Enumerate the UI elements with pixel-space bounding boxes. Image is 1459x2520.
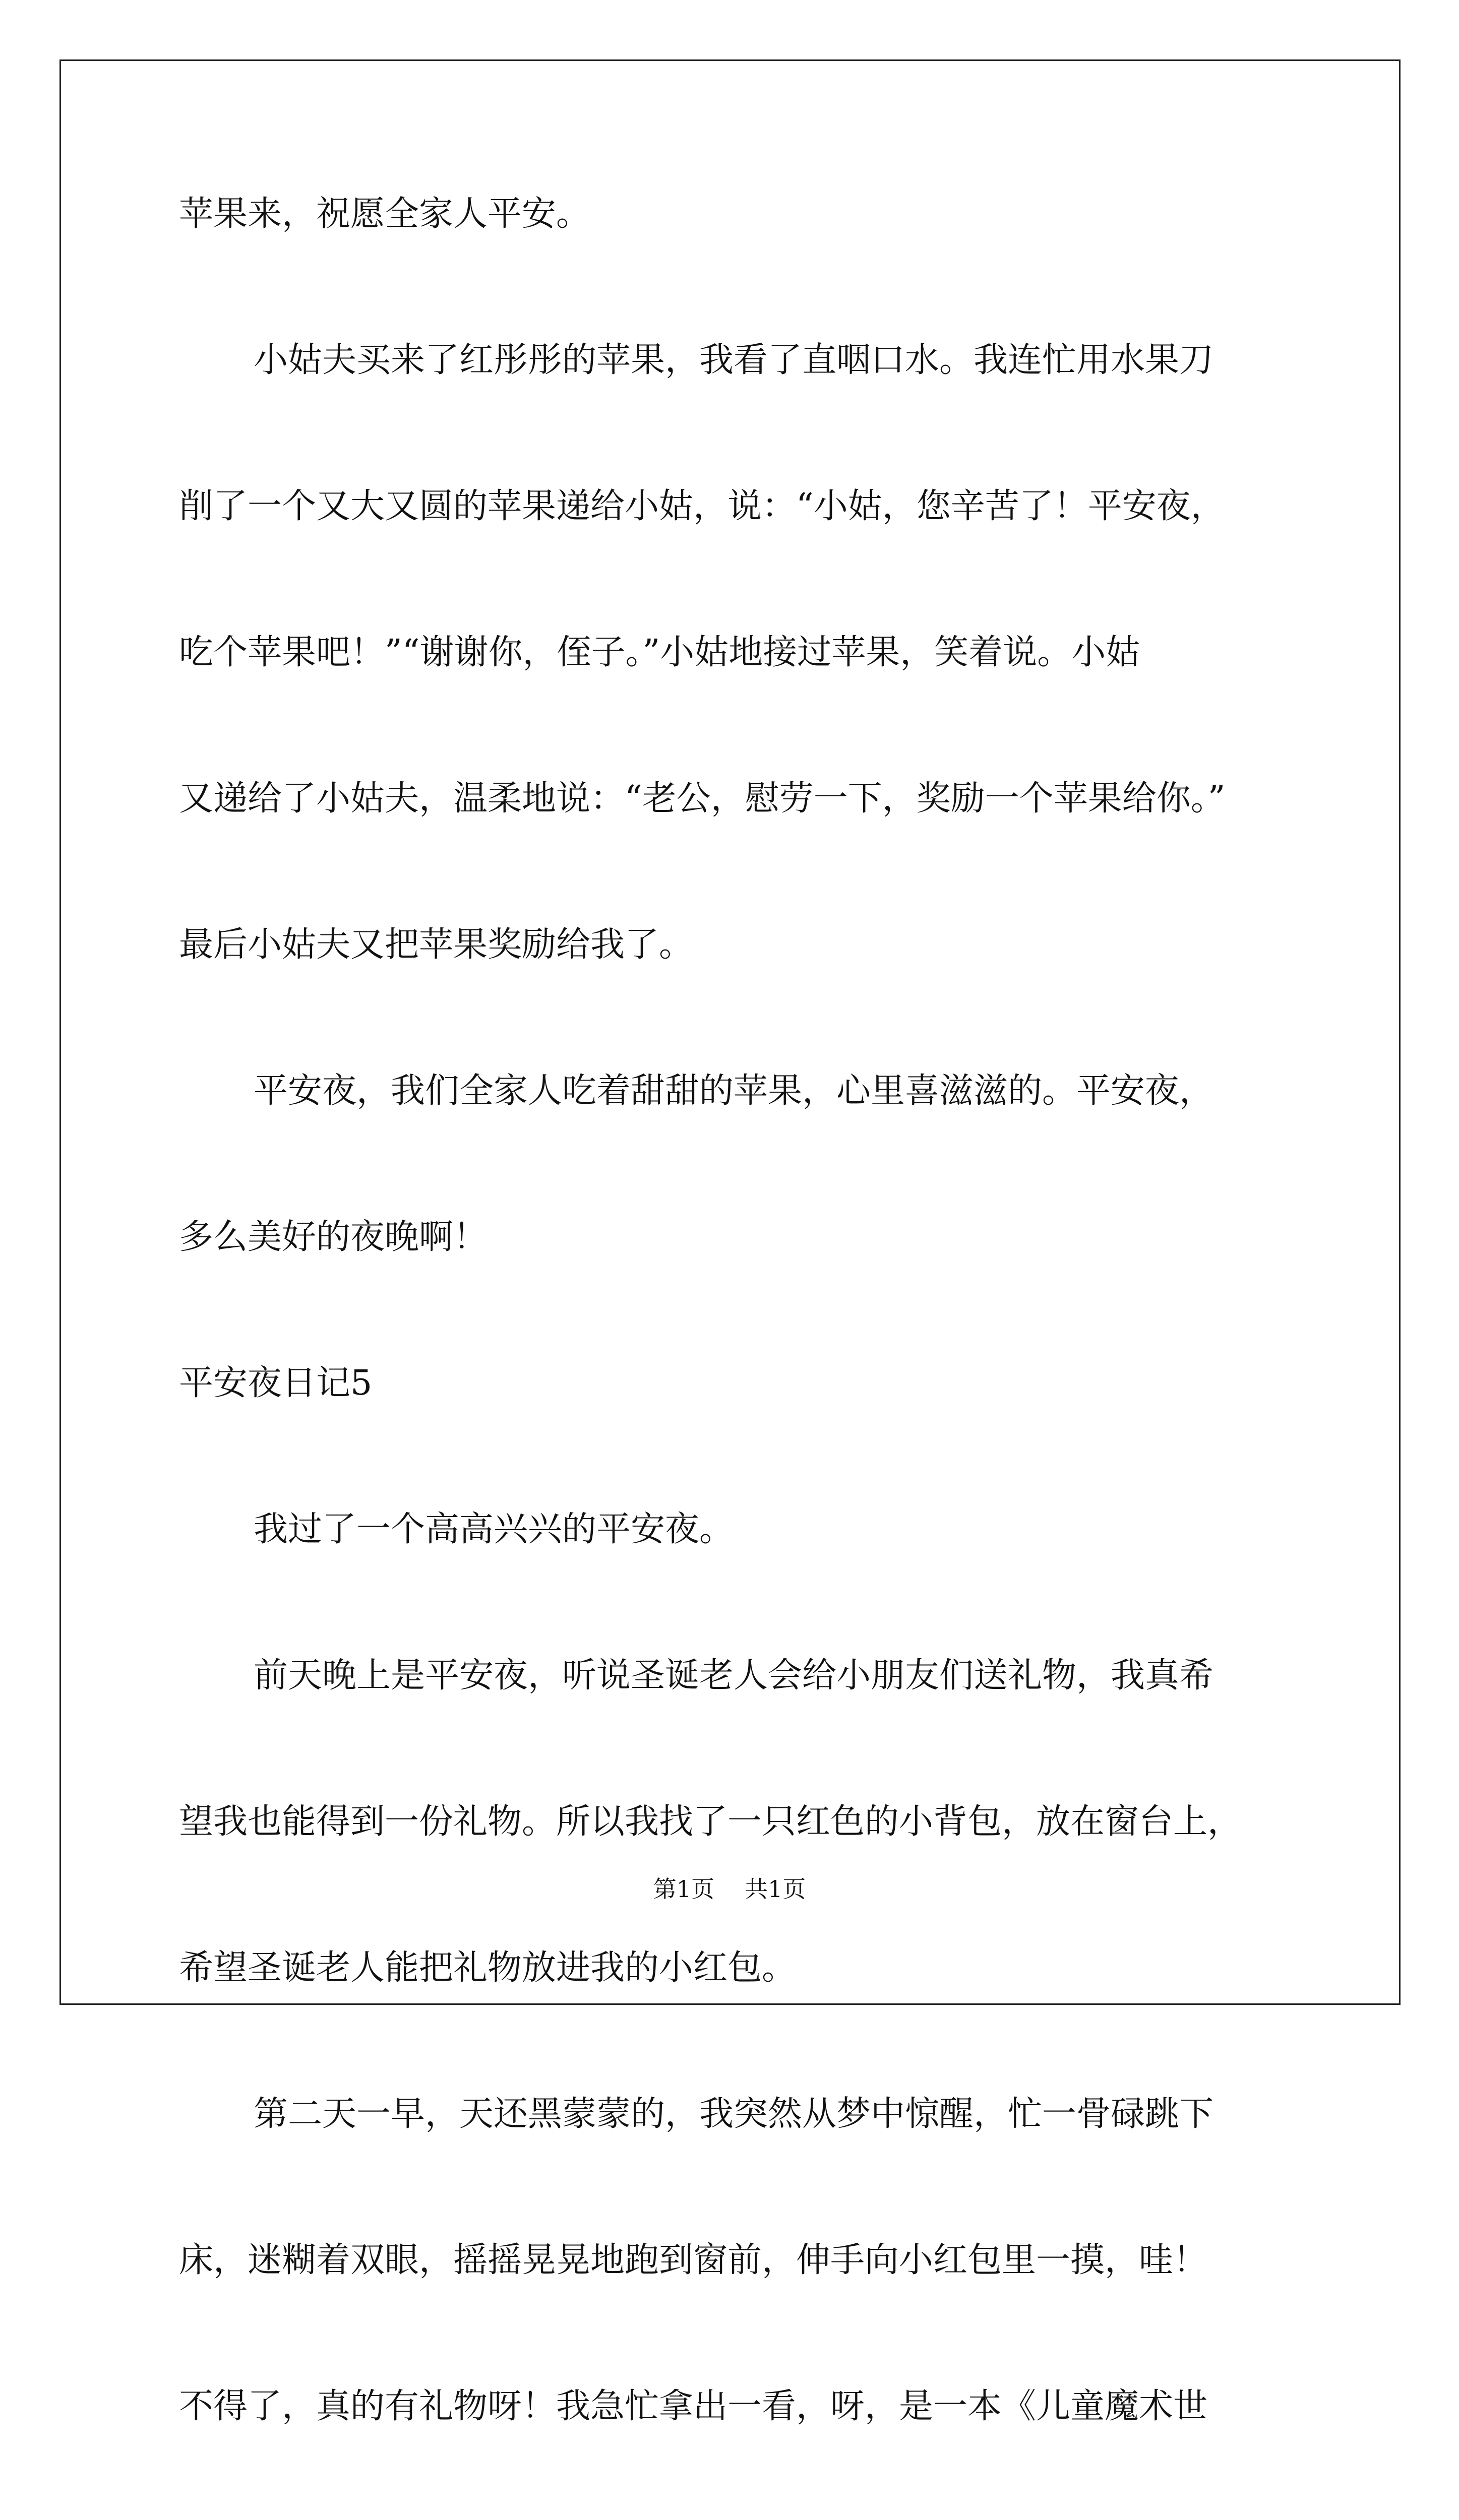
page-number-total: 共1页 [745, 1875, 806, 1903]
text-line: 苹果来，祝愿全家人平安。 [179, 194, 591, 234]
paragraph-start: 第二天一早，天还黑蒙蒙的，我突然从梦中惊醒，忙一骨碌跳下 [254, 2094, 1214, 2134]
paragraph-start: 小姑夫买来了红彤彤的苹果，我看了直咽口水。我连忙用水果刀 [254, 340, 1214, 380]
text-line: 最后小姑夫又把苹果奖励给我了。 [179, 925, 694, 965]
page-footer [0, 1875, 1459, 1903]
text-line: 吃个苹果吧！”“谢谢你，侄子。”小姑地接过苹果，笑着说。小姑 [179, 633, 1140, 672]
text-line: 希望圣诞老人能把礼物放进我的小红包。 [179, 1948, 797, 1988]
paragraph-start: 平安夜，我们全家人吃着甜甜的苹果，心里喜滋滋的。平安夜， [254, 1071, 1214, 1111]
text-line: 又递给了小姑夫，温柔地说：“老公，慰劳一下，奖励一个苹果给你。” [179, 779, 1226, 818]
text-line: 削了一个又大又圆的苹果递给小姑，说：“小姑，您辛苦了！平安夜， [179, 486, 1225, 526]
text-line: 多么美好的夜晚啊！ [179, 1217, 488, 1257]
text-line: 不得了，真的有礼物呀！我急忙拿出一看，呀，是一本《儿童魔术世 [179, 2386, 1208, 2426]
section-heading: 平安夜日记5 [179, 1363, 373, 1403]
paragraph-start: 前天晚上是平安夜，听说圣诞老人会给小朋友们送礼物，我真希 [254, 1656, 1214, 1695]
text-line: 望我也能得到一份礼物。所以我找了一只红色的小背包，放在窗台上， [179, 1802, 1242, 1842]
page-number-current: 第1页 [653, 1875, 714, 1903]
paragraph-start: 我过了一个高高兴兴的平安夜。 [254, 1509, 734, 1549]
text-line: 床，迷糊着双眼，摇摇晃晃地跑到窗前，伸手向小红包里一摸，哇！ [179, 2240, 1208, 2280]
document-body [179, 194, 1354, 2520]
